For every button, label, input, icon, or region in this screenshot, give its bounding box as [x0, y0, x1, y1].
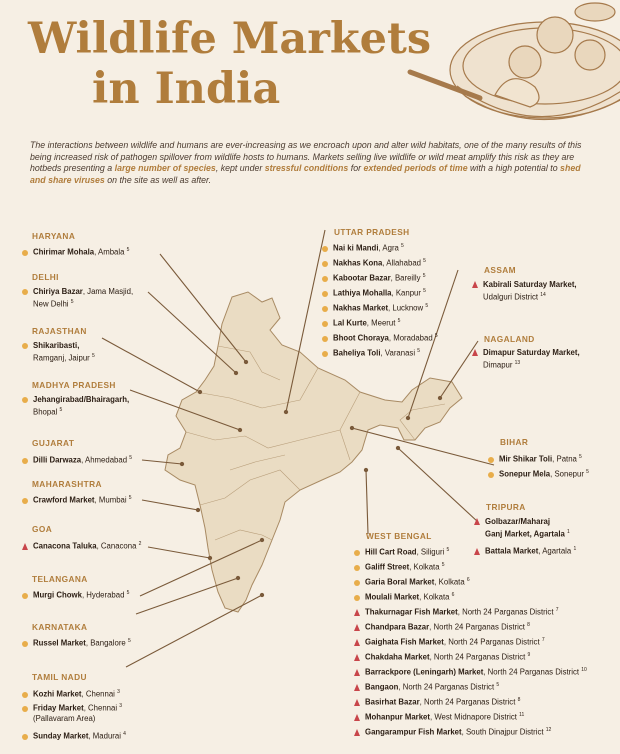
live-market-marker-icon: [354, 565, 360, 571]
market-item: Moulali Market, Kolkata $^6$: [354, 590, 454, 603]
market-item: Kabirali Saturday Market, Udalguri District $^{14}$: [472, 280, 577, 303]
market-item: Thakurnagar Fish Market, North 24 Parganas District $^7$: [354, 605, 558, 618]
live-market-marker-icon: [22, 397, 28, 403]
market-item: Chakdaha Market, North 24 Parganas District $^9$: [354, 650, 530, 663]
market-item: Friday Market, Chennai $^3$ (Pallavaram Area): [22, 701, 122, 724]
state-label-nagaland: NAGALAND: [484, 334, 535, 344]
market-item: Chandpara Bazar, North 24 Parganas District $^8$: [354, 620, 530, 633]
live-market-marker-icon: [488, 457, 494, 463]
market-item: Baheliya Toli, Varanasi $^5$: [322, 346, 420, 359]
title-line-2: in India: [92, 64, 281, 114]
state-label-tripura: TRIPURA: [486, 502, 526, 512]
live-market-marker-icon: [322, 276, 328, 282]
market-item: Canacona Taluka, Canacona $^2$: [22, 539, 141, 552]
market-item: Galiff Street, Kolkata $^5$: [354, 560, 445, 573]
fish-market-marker-icon: [354, 684, 360, 691]
basket-illustration: [405, 0, 620, 145]
market-item: Sunday Market, Madurai $^4$: [22, 729, 126, 742]
live-market-marker-icon: [322, 291, 328, 297]
state-label-karnataka: KARNATAKA: [32, 622, 88, 632]
market-item: Dimapur Saturday Market, Dimapur $^{13}$: [472, 348, 580, 371]
state-label-rajasthan: RAJASTHAN: [32, 326, 87, 336]
live-market-marker-icon: [22, 593, 28, 599]
market-item: Golbazar/Maharaj Ganj Market, Agartala $^1$: [474, 517, 570, 540]
market-item: Murgi Chowk, Hyderabad $^5$: [22, 588, 129, 601]
live-market-marker-icon: [354, 550, 360, 556]
live-market-marker-icon: [322, 261, 328, 267]
market-item: Jehangirabad/Bhairagarh, Bhopal $^5$: [22, 395, 129, 418]
market-item: Shikaribasti, Ramganj, Jaipur $^5$: [22, 341, 95, 364]
market-item: Dilli Darwaza, Ahmedabad $^5$: [22, 453, 132, 466]
market-item: Bhoot Choraya, Moradabad $^5$: [322, 331, 438, 344]
market-item: Crawford Market, Mumbai $^5$: [22, 493, 132, 506]
live-market-marker-icon: [322, 306, 328, 312]
live-market-marker-icon: [354, 595, 360, 601]
live-market-marker-icon: [22, 706, 28, 712]
market-item: Lathiya Mohalla, Kanpur $^5$: [322, 286, 426, 299]
market-item: Mir Shikar Toli, Patna $^5$: [488, 452, 582, 465]
fish-market-marker-icon: [354, 699, 360, 706]
market-item: Barrackpore (Leningarh) Market, North 24 Parganas District $^{10}$: [354, 665, 587, 678]
state-label-haryana: HARYANA: [32, 231, 76, 241]
intro-paragraph: The interactions between wildlife and humans are ever-increasing as we encroach upon and alter wild habitats, one of the many results of this being increased risk of pathogen spillover from wildlife hosts to humans. Markets selling live wildlife or wild meat amplify this risk as they are hotbeds presenting a large number of species, kept under stressful conditions for extended periods of time with a high potential to shed and share viruses on the site as well as after.: [30, 140, 582, 185]
state-label-gujarat: GUJARAT: [32, 438, 75, 448]
fish-market-marker-icon: [474, 518, 480, 525]
state-label-maharashtra: MAHARASHTRA: [32, 479, 102, 489]
market-item: Nakhas Kona, Allahabad $^5$: [322, 256, 426, 269]
fish-market-marker-icon: [472, 281, 478, 288]
live-market-marker-icon: [22, 692, 28, 698]
live-market-marker-icon: [22, 498, 28, 504]
title-line-1: Wildlife Markets: [28, 14, 432, 64]
live-market-marker-icon: [22, 641, 28, 647]
market-item: Nai ki Mandi, Agra $^5$: [322, 241, 404, 254]
market-item: Mohanpur Market, West Midnapore District $^{11}$: [354, 710, 524, 723]
state-label-bihar: BIHAR: [500, 437, 529, 447]
fish-market-marker-icon: [354, 639, 360, 646]
fish-market-marker-icon: [354, 624, 360, 631]
market-item: Lal Kurte, Meerut $^5$: [322, 316, 400, 329]
state-label-uttar-pradesh: UTTAR PRADESH: [334, 227, 410, 237]
fish-market-marker-icon: [22, 543, 28, 550]
state-label-west-bengal: WEST BENGAL: [366, 531, 432, 541]
fish-market-marker-icon: [472, 349, 478, 356]
state-label-assam: ASSAM: [484, 265, 516, 275]
market-item: Chiriya Bazar, Jama Masjid, New Delhi $^5$: [22, 287, 133, 310]
live-market-marker-icon: [322, 336, 328, 342]
fish-market-marker-icon: [474, 548, 480, 555]
market-item: Sonepur Mela, Sonepur $^5$: [488, 467, 589, 480]
market-item: Kabootar Bazar, Bareilly $^5$: [322, 271, 425, 284]
live-market-marker-icon: [22, 289, 28, 295]
fish-market-marker-icon: [354, 609, 360, 616]
fish-market-marker-icon: [354, 714, 360, 721]
live-market-marker-icon: [22, 458, 28, 464]
market-item: Basirhat Bazar, North 24 Parganas District $^8$: [354, 695, 520, 708]
live-market-marker-icon: [22, 250, 28, 256]
market-item: Chirimar Mohala, Ambala $^5$: [22, 245, 129, 258]
state-label-goa: GOA: [32, 524, 53, 534]
market-item: Gangarampur Fish Market, South Dinajpur District $^{12}$: [354, 725, 551, 738]
fish-market-marker-icon: [354, 654, 360, 661]
live-market-marker-icon: [488, 472, 494, 478]
fish-market-marker-icon: [354, 729, 360, 736]
market-item: Russel Market, Bangalore $^5$: [22, 636, 131, 649]
state-label-delhi: DELHI: [32, 272, 59, 282]
market-item: Hill Cart Road, Siliguri $^5$: [354, 545, 449, 558]
live-market-marker-icon: [22, 343, 28, 349]
market-item: Bangaon, North 24 Parganas District $^5$: [354, 680, 499, 693]
market-item: Gaighata Fish Market, North 24 Parganas District $^7$: [354, 635, 545, 648]
page-title: [28, 14, 431, 114]
market-item: Kozhi Market, Chennai $^3$: [22, 687, 120, 700]
live-market-marker-icon: [22, 734, 28, 740]
state-label-tamil-nadu: TAMIL NADU: [32, 672, 87, 682]
live-market-marker-icon: [322, 351, 328, 357]
market-item: Garia Boral Market, Kolkata $^6$: [354, 575, 470, 588]
market-item: Nakhas Market, Lucknow $^5$: [322, 301, 428, 314]
live-market-marker-icon: [354, 580, 360, 586]
live-market-marker-icon: [322, 321, 328, 327]
state-label-madhya-pradesh: MADHYA PRADESH: [32, 380, 116, 390]
live-market-marker-icon: [322, 246, 328, 252]
state-label-telangana: TELANGANA: [32, 574, 88, 584]
fish-market-marker-icon: [354, 669, 360, 676]
market-item: Battala Market, Agartala $^1$: [474, 544, 576, 557]
